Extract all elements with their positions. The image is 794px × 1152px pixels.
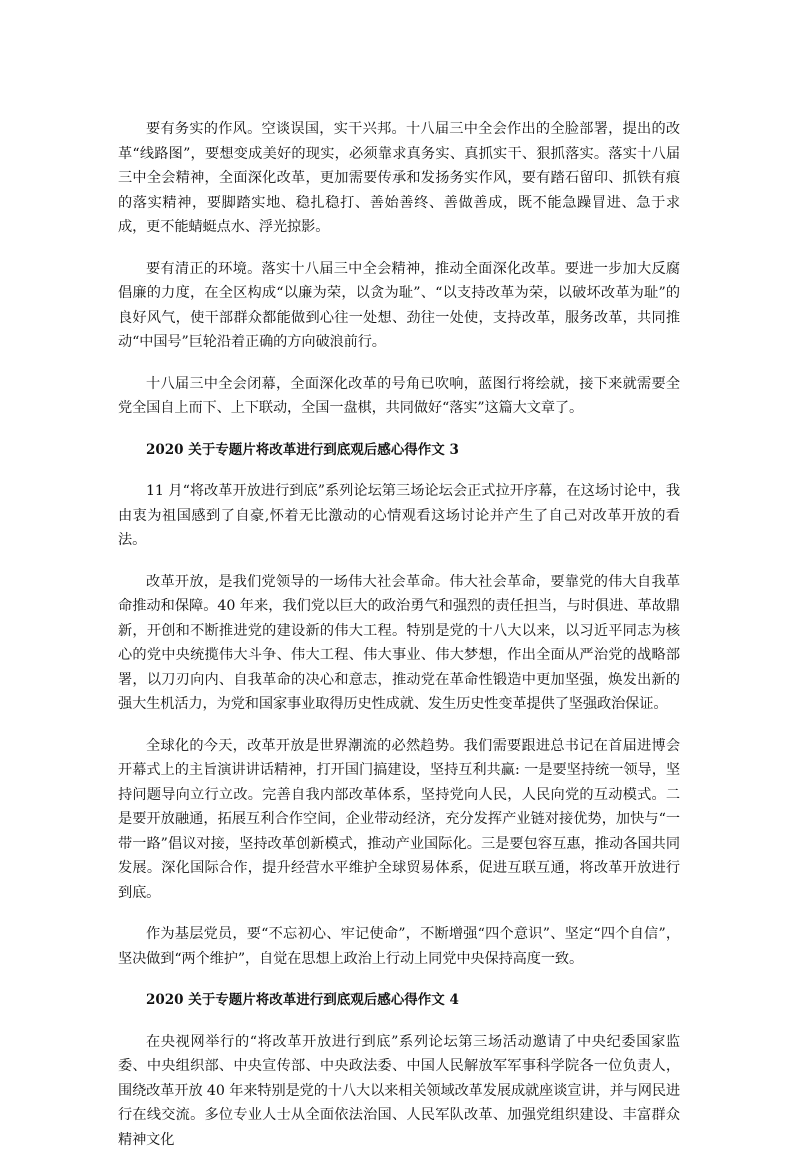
paragraph: 全球化的今天，改革开放是世界潮流的必然趋势。我们需要跟进总书记在首届进博会开幕式上的主旨演讲讲话精神，打开国门搞建设，坚持互利共赢: 一是要坚持统一领导，坚持问题导向立行立改。完善自我内部改革体系，坚持党向人民，人民向党的互动模式。二是要开放融通，拓展互利合作空间，企业带动经济，充分发挥产业链对接优势，加快与“一带一路”倡议对接，坚持改革创新模式，推动产业国际化。三是要包容互惠，推动各国共同发展。深化国际合作，提升经营水平维护全球贸易体系，促进互联互通，将改革开放进行到底。 [118,734,680,906]
section-heading: 2020 关于专题片将改革进行到底观后感心得作文 3 [118,438,680,463]
section-heading: 2020 关于专题片将改革进行到底观后感心得作文 4 [118,988,680,1013]
paragraph: 作为基层党员，要“不忘初心、牢记使命”，不断增强“四个意识”、坚定“四个自信”，坚决做到“两个维护”，自觉在思想上政治上行动上同党中央保持高度一致。 [118,922,680,971]
paragraph: 在央视网举行的“将改革开放进行到底”系列论坛第三场活动邀请了中央纪委国家监委、中央组织部、中央宣传部、中央政法委、中国人民解放军军事科学院各一位负责人，围绕改革开放 40 年来特别是党的十八大以来相关领域改革发展成就座谈宣讲，并与网民进行在线交流。多位专业人士从全面依法治国、人民军队改革、加强党组织建设、丰富群众精神文化 [118,1030,680,1152]
paragraph: 要有务实的作风。空谈误国，实干兴邦。十八届三中全会作出的全脸部署，提出的改革“线路图”，要想变成美好的现实，必须靠求真务实、真抓实干、狠抓落实。落实十八届三中全会精神，全面深化改革，更加需要传承和发扬务实作风，要有踏石留印、抓铁有痕的落实精神，要脚踏实地、稳扎稳打、善始善终、善做善成，既不能急躁冒进、急于求成，更不能蜻蜓点水、浮光掠影。 [118,117,680,240]
paragraph: 11 月“将改革开放进行到底”系列论坛第三场论坛会正式拉开序幕，在这场讨论中，我由衷为祖国感到了自豪,怀着无比激动的心情观看这场讨论并产生了自己对改革开放的看法。 [118,479,680,553]
paragraph: 改革开放，是我们党领导的一场伟大社会革命。伟大社会革命，要靠党的伟大自我革命推动和保障。40 年来，我们党以巨大的政治勇气和强烈的责任担当，与时俱进、革故鼎新，开创和不断推进党的建设新的伟大工程。特别是党的十八大以来，以习近平同志为核心的党中央统揽伟大斗争、伟大工程、伟大事业、伟大梦想，作出全面从严治党的战略部署，以刀刃向内、自我革命的决心和意志，推动党在革命性锻造中更加坚强，焕发出新的强大生机活力，为党和国家事业取得历史性成就、发生历史性变革提供了坚强政治保证。 [118,570,680,717]
paragraph: 要有清正的环境。落实十八届三中全会精神，推动全面深化改革。要进一步加大反腐倡廉的力度，在全区构成“以廉为荣，以贪为耻”、“以支持改革为荣，以破坏改革为耻”的良好风气，使干部群众都能做到心往一处想、劲往一处使，支持改革，服务改革，共同推动“中国号”巨轮沿着正确的方向破浪前行。 [118,257,680,355]
document-page [118,117,680,1152]
paragraph: 十八届三中全会闭幕，全面深化改革的号角已吹响，蓝图行将绘就，接下来就需要全党全国自上而下、上下联动，全国一盘棋，共同做好“落实”这篇大文章了。 [118,372,680,421]
